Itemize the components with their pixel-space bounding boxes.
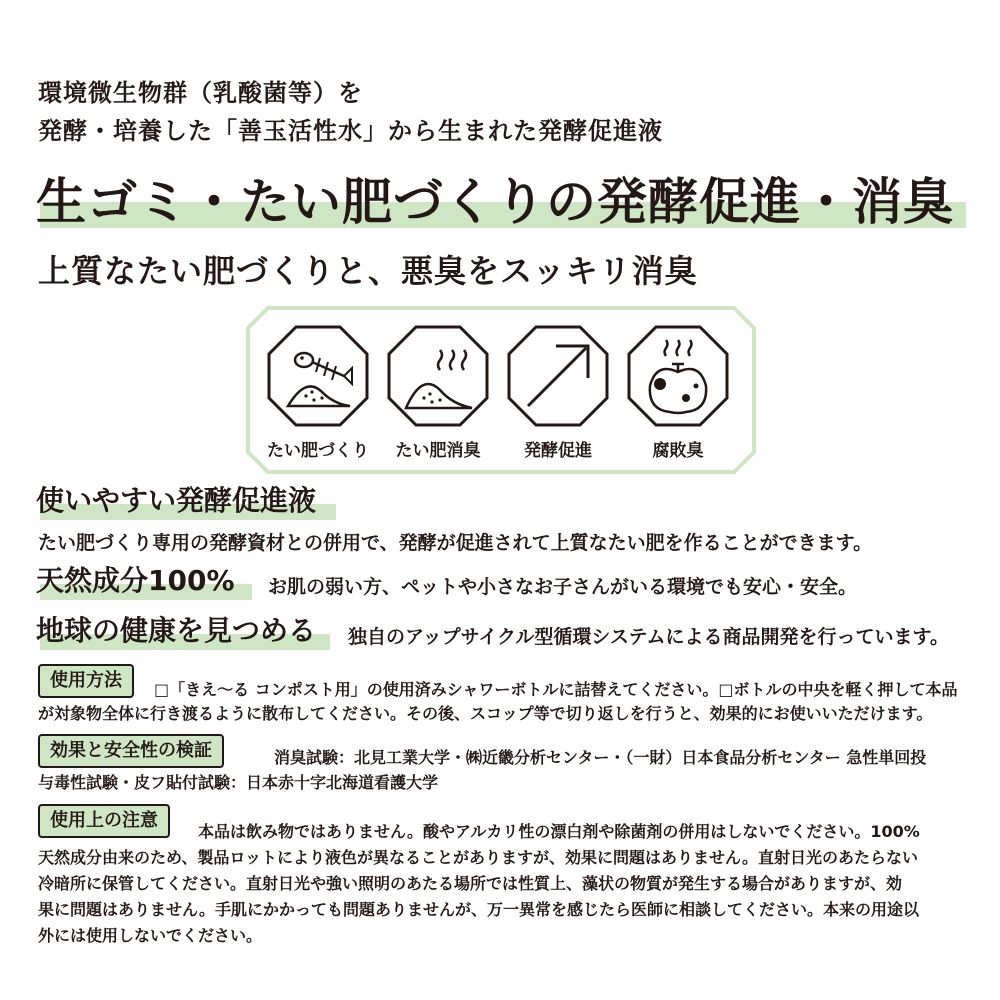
usage-line-2: が対象物全体に行き渡るように散布してください。その後、スコップ等で切り返しを行うと、効果的にお使いいただけます。 — [38, 704, 933, 723]
icon-label: たい肥消臭 — [395, 441, 481, 461]
icon-item-rot — [626, 324, 730, 461]
icon-label: 発酵促進 — [524, 441, 592, 461]
arrow-up-right-icon — [506, 324, 610, 428]
intro-line-1: 環境微生物群（乳酸菌等）を — [38, 79, 363, 107]
subheadline: 上質なたい肥づくりと、悪臭をスッキリ消臭 — [38, 252, 698, 290]
feature-1-title: 使いやすい発酵促進液 — [36, 484, 317, 517]
feature-icon-panel — [246, 306, 756, 474]
icon-label: 腐敗臭 — [652, 441, 704, 461]
safety-line-1: 消臭試験：北見工業大学・㈱近畿分析センター・（一財）日本食品分析センター 急性単回投 — [274, 748, 927, 767]
cautions-line-3: 冷暗所に保管してください。直射日光や強い照明のあたる場所では性質上、藻状の物質が発生する場合がありますが、効 — [38, 874, 903, 893]
compost-odor-icon — [386, 324, 490, 428]
headline: 生ゴミ・たい肥づくりの発酵促進・消臭 — [36, 173, 954, 231]
feature-1-desc: たい肥づくり専用の発酵資材との併用で、発酵が促進されて上質なたい肥を作ることができます。 — [38, 532, 873, 554]
feature-2 — [36, 562, 266, 602]
intro-line-2: 発酵・培養した「善玉活性水」から生まれた発酵促進液 — [38, 117, 663, 145]
safety-line-2: 与毒性試験・皮フ貼付試験：日本赤十字北海道看護大学 — [38, 773, 439, 792]
feature-1 — [36, 482, 356, 522]
safety-tag: 効果と安全性の検証 — [38, 734, 224, 768]
rotten-fruit-odor-icon — [626, 324, 730, 428]
icon-label: たい肥づくり — [267, 441, 369, 461]
cautions-line-5: 外には使用しないでください。 — [38, 926, 263, 945]
cautions-line-1: 本品は飲み物ではありません。酸やアルカリ性の漂白剤や除菌剤の併用はしないでください。100% — [198, 822, 920, 841]
feature-3-title: 地球の健康を見つめる — [36, 614, 317, 647]
fish-bone-compost-icon — [266, 324, 370, 428]
cautions-tag: 使用上の注意 — [38, 804, 170, 838]
icon-item-compost — [266, 324, 370, 461]
feature-2-title: 天然成分100% — [36, 564, 235, 597]
headline-block — [36, 168, 966, 238]
cautions-line-2: 天然成分由来のため、製品ロットにより液色が異なることがありますが、効果に問題はありません。直射日光のあたらない — [38, 848, 919, 867]
usage-tag: 使用方法 — [38, 664, 134, 698]
usage-line-1: □「きえ～る コンポスト用」の使用済みシャワーボトルに詰替えてください。□ボトルの中央を軽く押して本品 — [154, 680, 958, 699]
icon-item-odor — [386, 324, 490, 461]
feature-3-desc: 独自のアップサイクル型循環システムによる商品開発を行っています。 — [348, 626, 949, 648]
icon-item-promote — [506, 324, 610, 461]
cautions-line-4: 果に問題はありません。手肌にかかっても問題ありませんが、万一異常を感じたら医師に相談してください。本来の用途以 — [38, 900, 919, 919]
feature-2-desc: お肌の弱い方、ペットや小さなお子さんがいる環境でも安心・安全。 — [268, 576, 858, 598]
feature-3 — [36, 612, 336, 652]
intro-text — [38, 74, 663, 150]
